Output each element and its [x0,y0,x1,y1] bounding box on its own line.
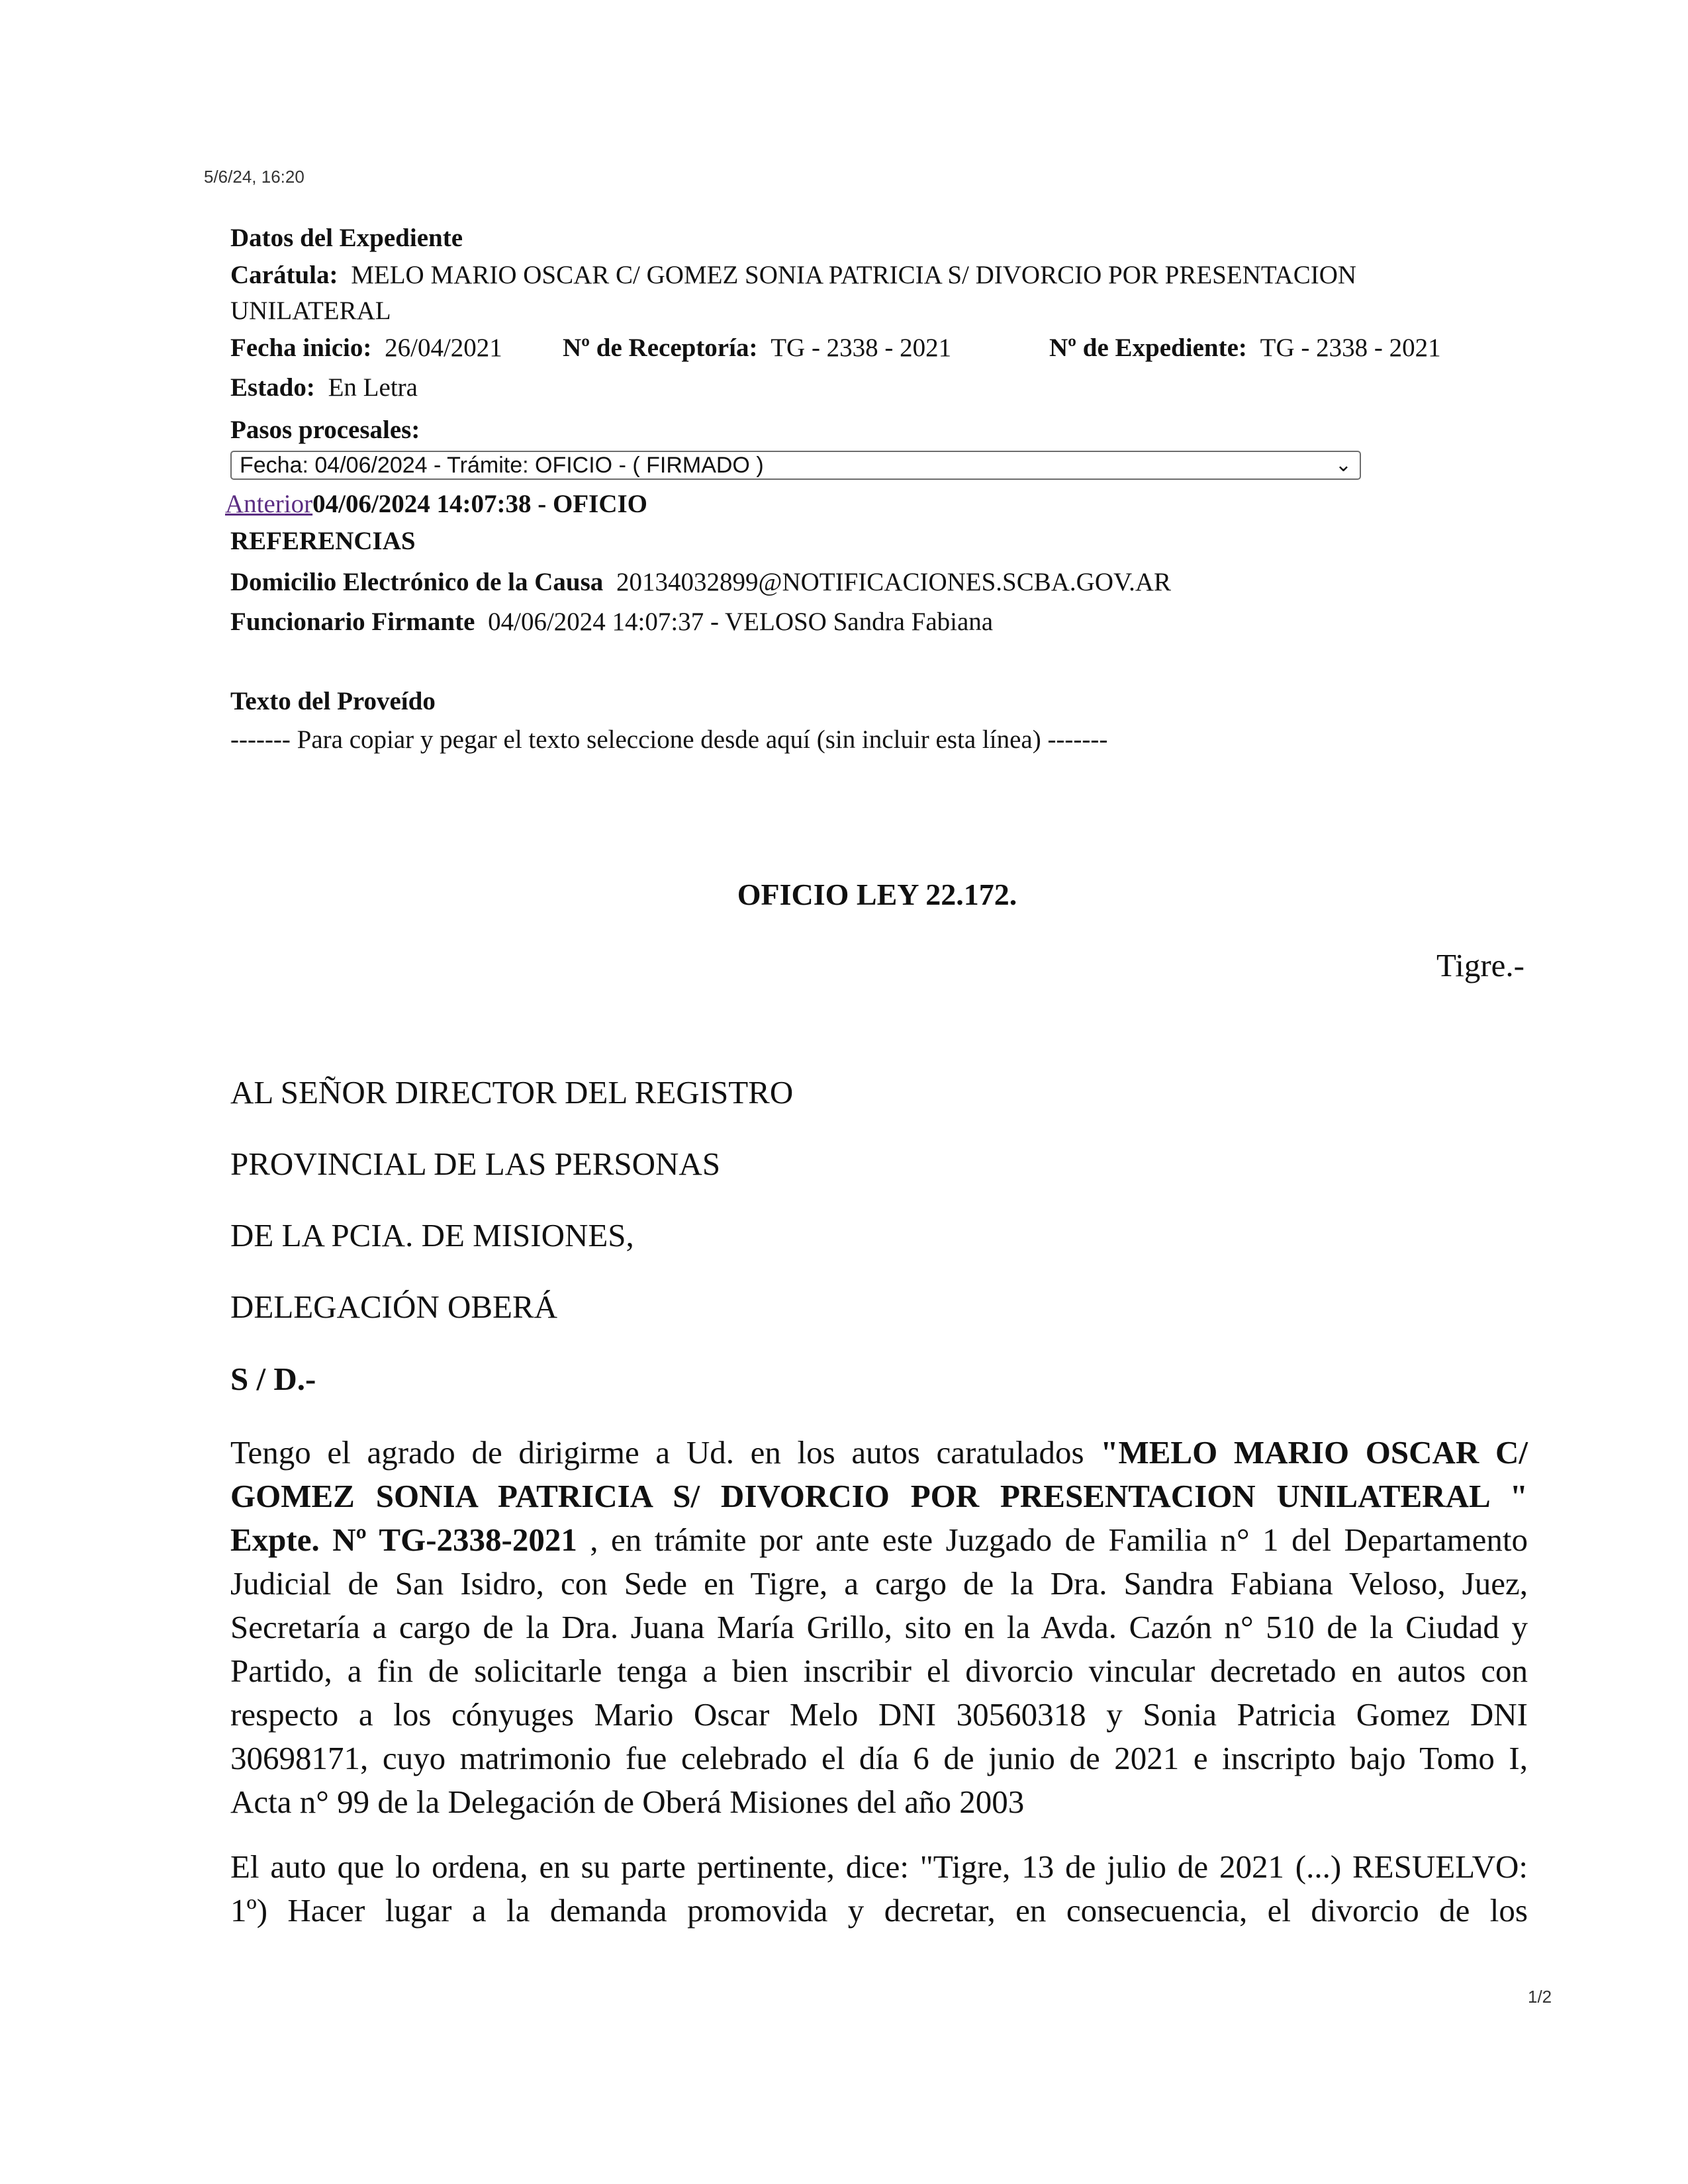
copy-hint: ------- Para copiar y pegar el texto seleccione desde aquí (sin incluir esta línea) ------- [230,725,1108,754]
expediente-number-value: TG - 2338 - 2021 [1260,334,1441,362]
body-line: 30698171, cuyo matrimonio fue celebrado el día 6 de junio de 2021 e inscripto bajo Tomo I, [230,1740,1528,1776]
expediente-number-row [1049,328,1441,368]
addressee-line: PROVINCIAL DE LAS PERSONAS [230,1146,721,1182]
oficio-body-paragraph-1 [230,1431,1528,1824]
body-line: Tengo el agrado de dirigirme a Ud. en los autos caratulados "MELO MARIO OSCAR C/ [230,1434,1528,1471]
oficio-body-paragraph-2 [230,1845,1528,1933]
caratula-label: Carátula: [230,261,338,289]
receptoria-value: TG - 2338 - 2021 [771,334,952,362]
page-number: 1/2 [1528,1987,1552,2007]
fecha-inicio-value: 26/04/2021 [385,334,502,362]
sd-line: S / D.- [230,1361,316,1397]
funcionario-value: 04/06/2024 14:07:37 - VELOSO Sandra Fabiana [488,608,994,636]
pasos-selected-value: Fecha: 04/06/2024 - Trámite: OFICIO - ( FIRMADO ) [240,453,764,478]
estado-label: Estado: [230,373,315,402]
body-line: El auto que lo ordena, en su parte pertinente, dice: "Tigre, 13 de julio de 2021 (...) RESUELVO: [230,1848,1528,1885]
receptoria-label: Nº de Receptoría: [563,334,758,362]
caratula-row [230,255,1356,295]
body-line: Acta n° 99 de la Delegación de Oberá Misiones del año 2003 [230,1784,1025,1820]
funcionario-row [230,602,993,642]
caratula-value-continued: UNILATERAL [230,296,391,325]
body-line: respecto a los cónyuges Mario Oscar Melo DNI 30560318 y Sonia Patricia Gomez DNI [230,1696,1528,1733]
anterior-link[interactable]: Anterior [225,490,313,518]
oficio-title: OFICIO LEY 22.172. [737,878,1017,911]
expediente-number-label: Nº de Expediente: [1049,334,1247,362]
body-line: GOMEZ SONIA PATRICIA S/ DIVORCIO POR PRESENTACION UNILATERAL " [230,1478,1528,1514]
tramite-row [225,484,647,524]
domicilio-row [230,563,1171,602]
estado-row [230,368,418,408]
fecha-inicio-label: Fecha inicio: [230,334,372,362]
pasos-procesales-label: Pasos procesales: [230,416,420,444]
addressee-line: DE LA PCIA. DE MISIONES, [230,1217,634,1253]
body-line: Judicial de San Isidro, con Sede en Tigre, a cargo de la Dra. Sandra Fabiana Veloso, Juez, [230,1565,1528,1602]
receptoria-row [563,328,951,368]
body-line: 1º) Hacer lugar a la demanda promovida y decretar, en consecuencia, el divorcio de los [230,1892,1528,1929]
caratula-value: MELO MARIO OSCAR C/ GOMEZ SONIA PATRICIA S/ DIVORCIO POR PRESENTACION [351,261,1357,289]
addressee-line: AL SEÑOR DIRECTOR DEL REGISTRO [230,1074,794,1111]
fecha-inicio-row [230,328,502,368]
domicilio-value: 20134032899@NOTIFICACIONES.SCBA.GOV.AR [616,568,1172,596]
chevron-down-icon: ⌄ [1335,454,1352,476]
oficio-place: Tigre.- [1436,947,1524,983]
domicilio-label: Domicilio Electrónico de la Causa [230,568,604,596]
pasos-procesales-select[interactable] [230,451,1361,480]
funcionario-label: Funcionario Firmante [230,608,475,636]
body-line: Partido, a fin de solicitarle tenga a bien inscribir el divorcio vincular decretado en autos con [230,1653,1528,1689]
tramite-heading: 04/06/2024 14:07:38 - OFICIO [312,490,648,518]
print-datetime: 5/6/24, 16:20 [204,167,305,187]
estado-value: En Letra [328,373,418,402]
addressee-line: DELEGACIÓN OBERÁ [230,1289,558,1325]
referencias-title: REFERENCIAS [230,527,416,555]
body-line: Secretaría a cargo de la Dra. Juana María Grillo, sito en la Avda. Cazón n° 510 de la Ciudad y [230,1609,1528,1645]
expediente-section-title: Datos del Expediente [230,224,463,252]
texto-proveido-title: Texto del Proveído [230,687,436,715]
body-line: Expte. Nº TG-2338-2021 , en trámite por ante este Juzgado de Familia n° 1 del Departamento [230,1522,1528,1558]
